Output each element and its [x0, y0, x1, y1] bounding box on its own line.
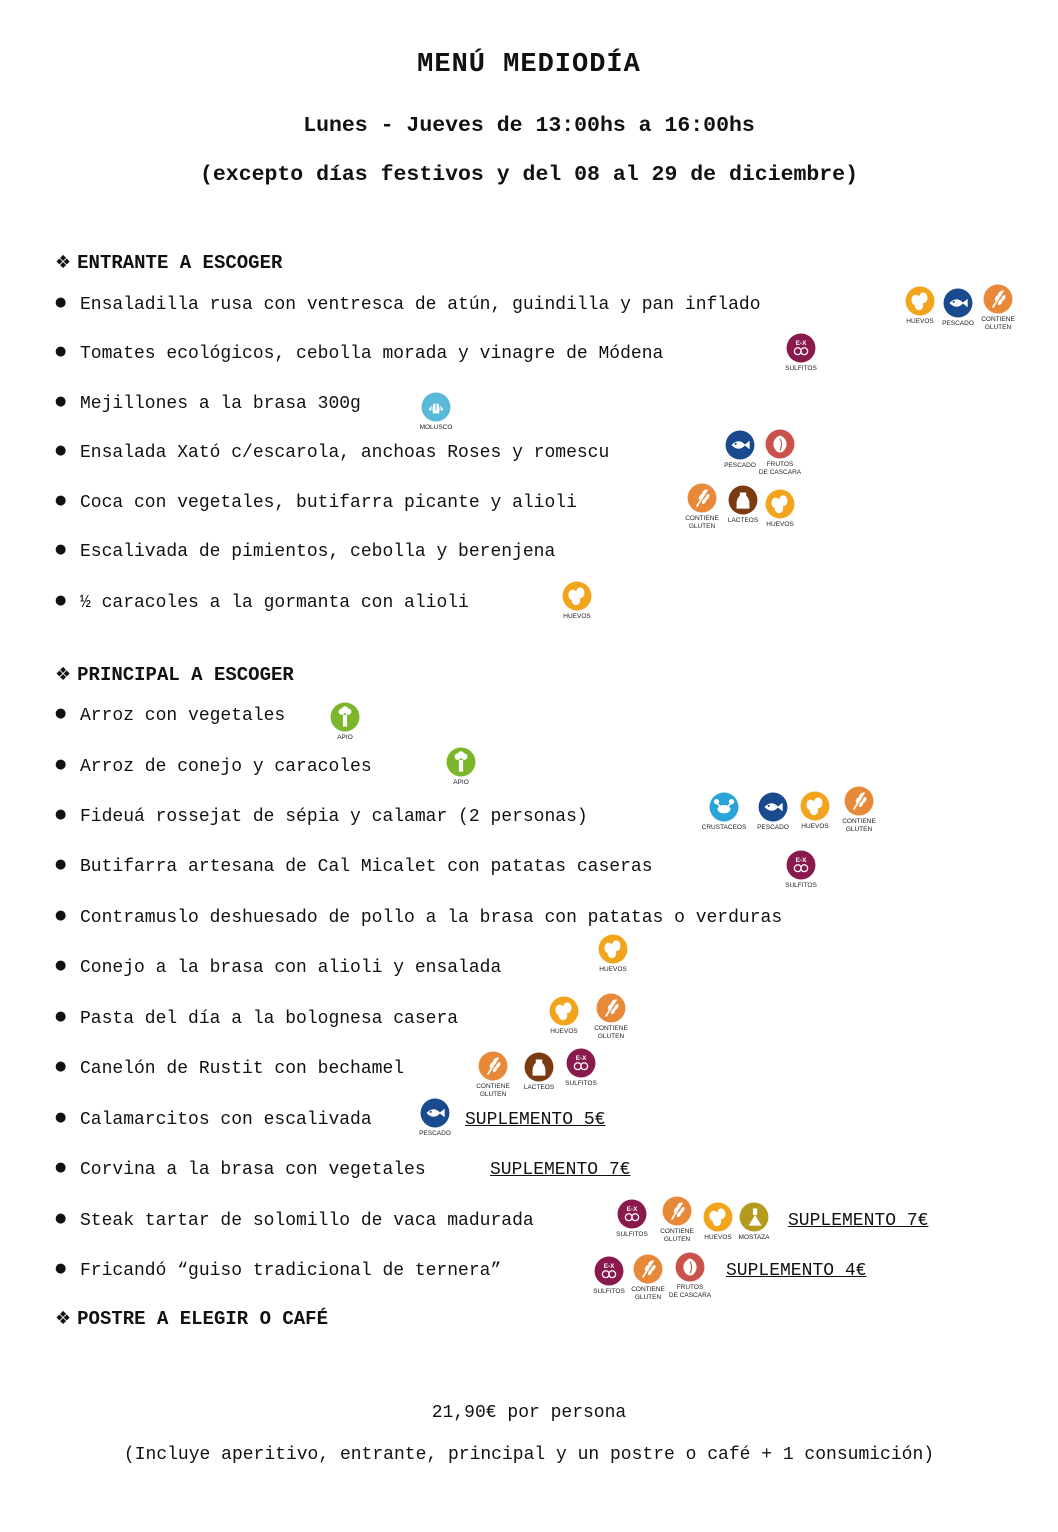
allergen-pescado [412, 1098, 458, 1138]
wheat-icon [975, 284, 1021, 314]
supplement-label: SUPLEMENTO 7€ [788, 1211, 929, 1231]
starter-item [55, 344, 663, 364]
diamond-bullet-icon: ❖ [55, 664, 72, 685]
celery-icon [322, 702, 368, 732]
allergen-label: HUEVOS [563, 613, 591, 620]
main-item [55, 958, 501, 978]
diamond-bullet-icon: ❖ [55, 252, 72, 273]
nut-icon [757, 429, 803, 459]
main-item [55, 1211, 534, 1231]
diamond-bullet-icon: ❖ [55, 1308, 72, 1329]
bullet-icon: ● [55, 1059, 67, 1074]
wheat-icon [679, 483, 725, 513]
allergen-huevos [757, 489, 803, 529]
allergen-label: CRUSTACEOS [701, 824, 747, 831]
main-item [55, 1009, 458, 1029]
allergen-apio [322, 702, 368, 742]
item-text: Fricandó “guiso tradicional de ternera” [80, 1261, 502, 1281]
allergen-frutos [757, 429, 803, 476]
sulfites-icon [609, 1199, 655, 1229]
svg-text:E-X: E-X [795, 339, 807, 347]
section-title: PRINCIPAL A ESCOGER [77, 664, 294, 686]
item-text: Arroz con vegetales [80, 706, 286, 726]
item-text: ½ caracoles a la gormanta con alioli [80, 593, 469, 613]
allergen-gluten [975, 284, 1021, 331]
allergen-huevos [541, 996, 587, 1036]
eggs-icon [757, 489, 803, 519]
bullet-icon: ● [55, 542, 67, 557]
allergen-molusco [413, 392, 459, 432]
allergen-label: SULFITOS [616, 1231, 648, 1238]
allergen-frutos [667, 1252, 713, 1299]
mustard-icon [731, 1202, 777, 1232]
supplement-label: SUPLEMENTO 4€ [726, 1261, 867, 1281]
allergen-label: CONTIENE GLUTEN [685, 515, 719, 530]
allergen-label: LACTEOS [523, 1084, 555, 1091]
eggs-icon [590, 934, 636, 964]
bullet-icon: ● [55, 443, 67, 458]
main-item [55, 757, 372, 777]
section-title: POSTRE A ELEGIR O CAFÉ [77, 1308, 328, 1330]
allergen-label: SULFITOS [785, 365, 817, 372]
allergen-gluten [470, 1051, 516, 1098]
allergen-label: MOSTAZA [738, 1234, 770, 1241]
main-item [55, 857, 653, 877]
allergen-huevos [554, 581, 600, 621]
bullet-icon: ● [55, 593, 67, 608]
bullet-icon: ● [55, 1110, 67, 1125]
allergen-label: HUEVOS [766, 521, 794, 528]
bullet-icon: ● [55, 1261, 67, 1276]
bullet-icon: ● [55, 493, 67, 508]
allergen-gluten [836, 786, 882, 833]
allergen-gluten [654, 1196, 700, 1243]
allergen-label: HUEVOS [704, 1234, 732, 1241]
item-text: Calamarcitos con escalivada [80, 1110, 372, 1130]
bullet-icon: ● [55, 958, 67, 973]
allergen-label: SULFITOS [565, 1080, 597, 1087]
allergen-label: FRUTOS DE CASCARA [758, 461, 802, 476]
allergen-label: CONTIENE GLUTEN [981, 316, 1015, 331]
allergen-crustaceos [701, 792, 747, 832]
wheat-icon [470, 1051, 516, 1081]
menu-includes: (Incluye aperitivo, entrante, principal y un postre o café + 1 consumición) [123, 1445, 935, 1465]
starter-item [55, 443, 609, 463]
sulfites-icon [778, 333, 824, 363]
allergen-lacteos [516, 1052, 562, 1092]
allergen-label: CONTIENE GLUTEN [476, 1083, 510, 1098]
allergen-label: HUEVOS [599, 966, 627, 973]
main-item [55, 908, 782, 928]
section-mains [55, 664, 294, 686]
menu-price: 21,90€ por persona [431, 1403, 627, 1423]
allergen-label: HUEVOS [801, 823, 829, 830]
wheat-icon [654, 1196, 700, 1226]
allergen-label: CONTIENE GLUTEN [631, 1286, 665, 1301]
allergen-label: HUEVOS [906, 318, 934, 325]
milk-icon [516, 1052, 562, 1082]
main-item [55, 1160, 426, 1180]
allergen-gluten [588, 993, 634, 1040]
allergen-label: LACTEOS [727, 517, 759, 524]
bullet-icon: ● [55, 908, 67, 923]
item-text: Ensaladilla rusa con ventresca de atún, guindilla y pan inflado [80, 295, 761, 315]
allergen-label: PESCADO [419, 1130, 451, 1137]
svg-text:E-X: E-X [603, 1262, 615, 1270]
item-text: Coca con vegetales, butifarra picante y alioli [80, 493, 577, 513]
item-text: Steak tartar de solomillo de vaca madurada [80, 1211, 534, 1231]
main-item [55, 1059, 404, 1079]
eggs-icon [541, 996, 587, 1026]
allergen-label: APIO [337, 734, 353, 741]
supplement-label: SUPLEMENTO 7€ [490, 1160, 631, 1180]
section-title: ENTRANTE A ESCOGER [77, 252, 283, 274]
main-item [55, 1110, 372, 1130]
allergen-label: CONTIENE GLUTEN [842, 818, 876, 833]
bullet-icon: ● [55, 295, 67, 310]
allergen-label: CONTIENE GLUTEN [660, 1228, 694, 1243]
allergen-label: PESCADO [724, 462, 756, 469]
allergen-label: SULFITOS [785, 882, 817, 889]
item-text: Contramuslo deshuesado de pollo a la brasa con patatas o verduras [80, 908, 783, 928]
bullet-icon: ● [55, 394, 67, 409]
allergen-mostaza [731, 1202, 777, 1242]
bullet-icon: ● [55, 757, 67, 772]
menu-exceptions: (excepto días festivos y del 08 al 29 de diciembre) [199, 163, 858, 187]
crab-icon [701, 792, 747, 822]
main-item [55, 1261, 501, 1281]
allergen-sulfitos [778, 850, 824, 890]
fish-icon [412, 1098, 458, 1128]
allergen-gluten [625, 1254, 671, 1301]
main-item [55, 807, 588, 827]
item-text: Ensalada Xató c/escarola, anchoas Roses y romescu [80, 443, 610, 463]
allergen-label: PESCADO [942, 320, 974, 327]
starter-item [55, 394, 361, 414]
allergen-label: SULFITOS [593, 1288, 625, 1295]
starter-item [55, 593, 469, 613]
allergen-pescado [750, 792, 796, 832]
section-dessert [55, 1308, 328, 1330]
wheat-icon [625, 1254, 671, 1284]
item-text: Corvina a la brasa con vegetales [80, 1160, 426, 1180]
supplement-label: SUPLEMENTO 5€ [465, 1110, 606, 1130]
item-text: Pasta del día a la bolognesa casera [80, 1009, 459, 1029]
bullet-icon: ● [55, 1211, 67, 1226]
svg-text:E-X: E-X [575, 1054, 587, 1062]
fish-icon [750, 792, 796, 822]
allergen-label: CONTIENE GLUTEN [594, 1025, 628, 1040]
allergen-label: HUEVOS [550, 1028, 578, 1035]
item-text: Canelón de Rustit con bechamel [80, 1059, 405, 1079]
bullet-icon: ● [55, 1009, 67, 1024]
menu-title: MENÚ MEDIODÍA [417, 50, 641, 80]
wheat-icon [588, 993, 634, 1023]
bullet-icon: ● [55, 807, 67, 822]
allergen-sulfitos [558, 1048, 604, 1088]
allergen-apio [438, 747, 484, 787]
svg-text:E-X: E-X [795, 856, 807, 864]
wheat-icon [836, 786, 882, 816]
item-text: Mejillones a la brasa 300g [80, 394, 361, 414]
allergen-huevos [792, 791, 838, 831]
eggs-icon [792, 791, 838, 821]
allergen-label: MOLUSCO [419, 424, 453, 431]
allergen-gluten [679, 483, 725, 530]
nut-icon [667, 1252, 713, 1282]
sulfites-icon [558, 1048, 604, 1078]
item-text: Fideuá rossejat de sépia y calamar (2 personas) [80, 807, 588, 827]
celery-icon [438, 747, 484, 777]
allergen-sulfitos [609, 1199, 655, 1239]
starter-item [55, 493, 577, 513]
main-item [55, 706, 285, 726]
item-text: Arroz de conejo y caracoles [80, 757, 372, 777]
item-text: Butifarra artesana de Cal Micalet con patatas caseras [80, 857, 653, 877]
starter-item [55, 295, 761, 315]
menu-hours: Lunes - Jueves de 13:00hs a 16:00hs [303, 114, 755, 138]
eggs-icon [554, 581, 600, 611]
section-starters [55, 252, 282, 274]
bullet-icon: ● [55, 1160, 67, 1175]
allergen-label: FRUTOS DE CASCARA [668, 1284, 712, 1299]
item-text: Tomates ecológicos, cebolla morada y vinagre de Módena [80, 344, 664, 364]
item-text: Escalivada de pimientos, cebolla y berenjena [80, 542, 556, 562]
sulfites-icon [778, 850, 824, 880]
allergen-label: APIO [453, 779, 469, 786]
allergen-huevos [590, 934, 636, 974]
allergen-label: PESCADO [757, 824, 789, 831]
starter-item [55, 542, 555, 562]
bullet-icon: ● [55, 706, 67, 721]
bullet-icon: ● [55, 857, 67, 872]
svg-text:E-X: E-X [626, 1205, 638, 1213]
item-text: Conejo a la brasa con alioli y ensalada [80, 958, 502, 978]
allergen-sulfitos [778, 333, 824, 373]
bullet-icon: ● [55, 344, 67, 359]
shell-icon [413, 392, 459, 422]
